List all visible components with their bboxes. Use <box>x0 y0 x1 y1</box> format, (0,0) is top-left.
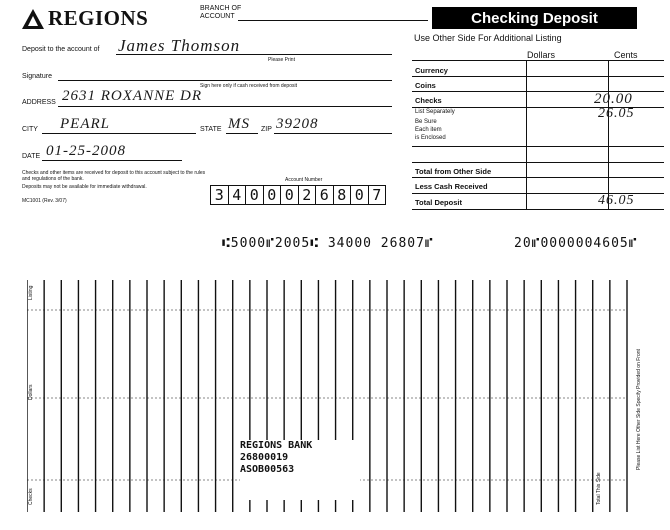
document-title: Checking Deposit <box>432 7 637 29</box>
row-total-other: Total from Other Side <box>415 167 492 176</box>
checks-amount[interactable]: 20.00 <box>594 91 633 107</box>
depositor-name[interactable]: James Thomson <box>118 36 241 55</box>
col-dollars-header: Dollars <box>527 50 556 60</box>
back-total-this-side: Total This Side <box>596 472 602 505</box>
total-deposit-amount[interactable]: 46.05 <box>598 193 635 208</box>
account-digit[interactable]: 2 <box>298 185 317 205</box>
disclaimer-availability: Deposits may not be available for immediate withdrawal. <box>22 184 147 190</box>
account-digit[interactable]: 0 <box>280 185 299 205</box>
micr-routing-account: ⑆5000⑈2005⑆ 34000 26807⑈ <box>222 236 434 251</box>
zip-line <box>274 133 392 134</box>
row-list-separately: List Separately <box>415 109 455 115</box>
address-line <box>58 106 392 107</box>
state-label: STATE <box>200 126 222 133</box>
signature-note: Sign here only if cash received from deposit <box>200 83 297 89</box>
form-code: MC1001 (Rev. 3/07) <box>22 198 67 204</box>
list-amount[interactable]: 26.05 <box>598 106 635 121</box>
row-be-sure: Be Sure <box>415 119 437 125</box>
back-label-checks: Checks <box>28 488 34 505</box>
account-digit[interactable]: 3 <box>210 185 229 205</box>
account-digit[interactable]: 8 <box>333 185 352 205</box>
row-each-item: Each item <box>415 127 442 133</box>
account-digit[interactable]: 0 <box>350 185 369 205</box>
city-label: CITY <box>22 126 38 133</box>
zip-label: ZIP <box>261 126 272 133</box>
micr-amount: 20⑈0000004605⑈ <box>514 236 638 251</box>
address-value[interactable]: 2631 ROXANNE DR <box>62 88 202 104</box>
account-digit[interactable]: 4 <box>228 185 247 205</box>
account-digit[interactable]: 6 <box>315 185 334 205</box>
branch-line <box>238 20 428 21</box>
triangle-logo-icon <box>22 9 44 29</box>
account-digit[interactable]: 7 <box>368 185 387 205</box>
col-cents-header: Cents <box>614 50 638 60</box>
state-line <box>226 133 258 134</box>
deposit-table <box>412 60 664 210</box>
bank-name: REGIONS <box>48 6 149 30</box>
account-number-label: Account Number <box>285 177 323 183</box>
zip-value[interactable]: 39208 <box>276 116 319 132</box>
back-label-dollars: Dollars <box>28 384 34 400</box>
row-coins: Coins <box>415 81 436 90</box>
branch-label: BRANCH OF ACCOUNT <box>200 5 242 20</box>
date-value[interactable]: 01-25-2008 <box>46 143 126 159</box>
account-digit[interactable]: 0 <box>245 185 264 205</box>
date-label: DATE <box>22 153 41 160</box>
state-value[interactable]: MS <box>228 116 250 132</box>
row-checks: Checks <box>415 96 442 105</box>
deposit-label: Deposit to the account of <box>22 46 100 53</box>
signature-label: Signature <box>22 73 52 80</box>
endorsement-stamp: REGIONS BANK 26800019 ASOB00563 <box>240 440 360 500</box>
city-line <box>42 133 196 134</box>
back-label-listing: Listing <box>28 285 34 300</box>
date-line <box>42 160 182 161</box>
signature-line[interactable] <box>58 80 392 81</box>
back-right-note: Please List Here Other Side Specify Provided on Front <box>636 349 642 470</box>
other-side-note: Use Other Side For Additional Listing <box>414 33 562 43</box>
row-total-deposit: Total Deposit <box>415 198 462 207</box>
regions-logo <box>22 6 148 31</box>
city-value[interactable]: PEARL <box>60 116 110 132</box>
please-print-note: Please Print <box>268 57 295 63</box>
row-currency: Currency <box>415 66 448 75</box>
account-number-boxes <box>210 185 385 205</box>
row-is-enclosed: is Enclosed <box>415 135 446 141</box>
account-digit[interactable]: 0 <box>263 185 282 205</box>
address-label: ADDRESS <box>22 99 56 106</box>
disclaimer-rules: Checks and other items are received for deposit to this account subject to the rules and regulations of the bank. <box>22 170 206 182</box>
row-less-cash: Less Cash Received <box>415 182 488 191</box>
